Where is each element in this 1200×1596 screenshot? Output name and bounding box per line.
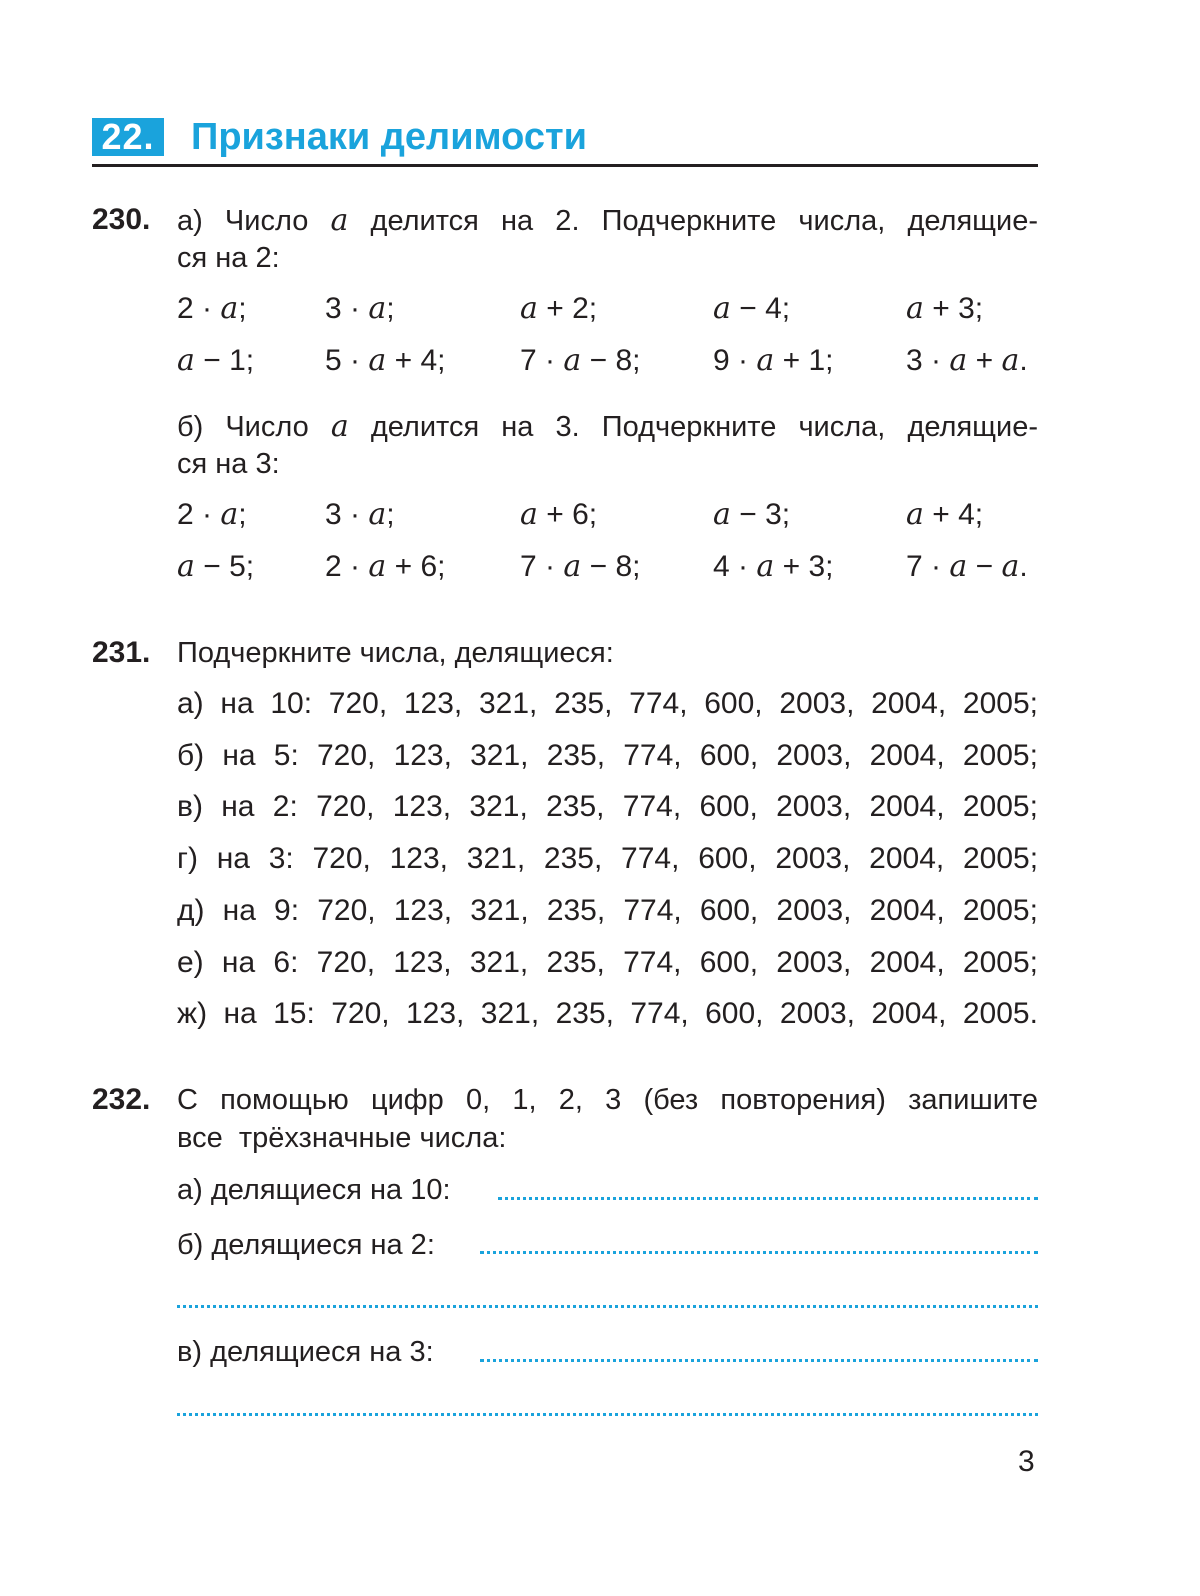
number-item[interactable]: 600, bbox=[705, 997, 764, 1031]
expression[interactable]: 3 · a + a. bbox=[906, 343, 1028, 378]
row-label: на bbox=[216, 842, 250, 876]
number-item[interactable]: 720, bbox=[316, 790, 375, 824]
answer-line-a[interactable] bbox=[498, 1197, 1038, 1200]
variable-a: a bbox=[520, 497, 538, 532]
number-item[interactable]: 2004, bbox=[869, 842, 945, 876]
expression[interactable]: 2 · a + 6; bbox=[325, 549, 446, 584]
row-label: 2: bbox=[272, 790, 298, 824]
row-label: е) bbox=[177, 945, 204, 979]
number-item[interactable]: 2005; bbox=[962, 945, 1038, 979]
number-item[interactable]: 235, bbox=[554, 687, 613, 720]
variable-a: a bbox=[220, 497, 239, 532]
expression[interactable]: 2 · a; bbox=[177, 497, 247, 532]
expression[interactable]: a − 5; bbox=[177, 549, 255, 584]
number-item[interactable]: 720, bbox=[317, 893, 376, 927]
task-230a-line1: а) Число a делится на 2. Подчеркните числа, делящие- bbox=[177, 203, 1038, 238]
number-item[interactable]: 600, bbox=[699, 893, 759, 927]
task-232a-label: а) делящиеся на 10: bbox=[177, 1174, 451, 1206]
number-row bbox=[177, 736, 1038, 776]
number-item[interactable]: 235, bbox=[543, 842, 603, 876]
answer-line-b-extra[interactable] bbox=[177, 1305, 1038, 1308]
expression[interactable]: 5 · a + 4; bbox=[325, 343, 446, 378]
row-label: на bbox=[223, 997, 257, 1031]
task-232-number: 232. bbox=[92, 1083, 151, 1116]
expression-row bbox=[177, 341, 1038, 381]
number-item[interactable]: 321, bbox=[466, 842, 526, 876]
header-rule bbox=[92, 164, 1038, 167]
row-label: на bbox=[222, 738, 256, 772]
number-row bbox=[177, 684, 1038, 724]
task-232-line1: С помощью цифр 0, 1, 2, 3 (без повторения) запишите bbox=[177, 1084, 1038, 1116]
variable-a: a bbox=[1001, 343, 1020, 378]
number-item[interactable]: 774, bbox=[623, 738, 682, 772]
expression[interactable]: 4 · a + 3; bbox=[713, 549, 834, 584]
number-item[interactable]: 123, bbox=[393, 945, 452, 979]
number-item[interactable]: 235, bbox=[546, 738, 606, 772]
number-item[interactable]: 774, bbox=[630, 997, 689, 1031]
row-label: а) bbox=[177, 687, 204, 720]
variable-a: a bbox=[563, 549, 582, 584]
number-item[interactable]: 235, bbox=[546, 790, 605, 824]
number-item[interactable]: 720, bbox=[316, 945, 376, 979]
number-item[interactable]: 2004, bbox=[869, 738, 945, 772]
variable-a: a bbox=[713, 291, 731, 326]
number-item[interactable]: 321, bbox=[470, 738, 529, 772]
variable-a: a bbox=[756, 549, 775, 584]
number-item[interactable]: 2004, bbox=[869, 893, 945, 927]
expression[interactable]: a + 6; bbox=[520, 497, 598, 532]
number-item[interactable]: 123, bbox=[392, 790, 452, 824]
expression[interactable]: 2 · a; bbox=[177, 291, 247, 326]
variable-a: a bbox=[520, 291, 538, 326]
number-item[interactable]: 2005; bbox=[962, 842, 1039, 876]
number-item[interactable]: 600, bbox=[698, 842, 757, 876]
number-item[interactable]: 2003, bbox=[776, 738, 852, 772]
number-item[interactable]: 2005. bbox=[962, 997, 1038, 1031]
expression[interactable]: 3 · a; bbox=[325, 291, 395, 326]
number-item[interactable]: 720, bbox=[312, 842, 371, 876]
expression[interactable]: a + 2; bbox=[520, 291, 598, 326]
number-item[interactable]: 2004, bbox=[871, 687, 947, 720]
number-item[interactable]: 2003, bbox=[776, 893, 852, 927]
variable-a: a bbox=[713, 497, 731, 532]
variable-a: a bbox=[368, 343, 387, 378]
number-row bbox=[177, 787, 1038, 827]
number-item[interactable]: 2003, bbox=[776, 945, 852, 979]
number-item[interactable]: 600, bbox=[704, 687, 763, 720]
number-item[interactable]: 720, bbox=[328, 687, 388, 720]
number-item[interactable]: 123, bbox=[406, 997, 465, 1031]
number-item[interactable]: 123, bbox=[393, 893, 453, 927]
number-item[interactable]: 774, bbox=[623, 893, 682, 927]
variable-a: a bbox=[1001, 549, 1020, 584]
expression[interactable]: 9 · a + 1; bbox=[713, 343, 834, 378]
number-item[interactable]: 774, bbox=[629, 687, 688, 720]
expression-row bbox=[177, 547, 1038, 587]
expression[interactable]: a − 1; bbox=[177, 343, 255, 378]
number-item[interactable]: 720, bbox=[331, 997, 390, 1031]
number-item[interactable]: 123, bbox=[393, 738, 452, 772]
variable-a: a bbox=[949, 549, 968, 584]
task-230b-line2: ся на 3: bbox=[177, 448, 280, 480]
number-item[interactable]: 2003, bbox=[776, 790, 852, 824]
variable-a: a bbox=[177, 343, 195, 378]
number-item[interactable]: 235, bbox=[555, 997, 614, 1031]
row-label: 3: bbox=[268, 842, 294, 876]
expression[interactable]: 7 · a − a. bbox=[906, 549, 1028, 584]
variable-a: a bbox=[177, 549, 195, 584]
number-row bbox=[177, 943, 1038, 983]
number-item[interactable]: 321, bbox=[469, 790, 528, 824]
variable-a: a bbox=[330, 409, 349, 444]
section-title: Признаки делимости bbox=[191, 116, 587, 158]
row-label: на bbox=[221, 945, 256, 979]
variable-a: a bbox=[368, 549, 387, 584]
expression[interactable]: a + 4; bbox=[906, 497, 984, 532]
row-label: 5: bbox=[273, 738, 299, 772]
number-item[interactable]: 2004, bbox=[871, 997, 947, 1031]
row-label: д) bbox=[177, 893, 205, 927]
row-label: на bbox=[222, 893, 256, 927]
number-item[interactable]: 235, bbox=[546, 893, 606, 927]
variable-a: a bbox=[756, 343, 775, 378]
number-row bbox=[177, 994, 1038, 1034]
expression[interactable]: a + 3; bbox=[906, 291, 984, 326]
number-item[interactable]: 235, bbox=[546, 945, 605, 979]
number-row bbox=[177, 891, 1038, 931]
row-label: 15: bbox=[273, 997, 315, 1031]
row-label: на bbox=[221, 790, 255, 824]
row-label: 9: bbox=[274, 893, 300, 927]
number-item[interactable]: 321, bbox=[478, 687, 538, 720]
row-label: на bbox=[220, 687, 254, 720]
number-item[interactable]: 321, bbox=[470, 893, 529, 927]
expression-row bbox=[177, 289, 1038, 329]
task-230-number: 230. bbox=[92, 203, 151, 236]
row-label: в) bbox=[177, 790, 203, 824]
row-label: 6: bbox=[273, 945, 299, 979]
row-label: ж) bbox=[177, 997, 208, 1031]
number-item[interactable]: 600, bbox=[699, 945, 759, 979]
task-231-number: 231. bbox=[92, 636, 151, 669]
task-230b-line1: б) Число a делится на 3. Подчеркните числа, делящие- bbox=[177, 409, 1038, 444]
expression[interactable]: 7 · a − 8; bbox=[520, 343, 641, 378]
number-row bbox=[177, 839, 1038, 879]
row-label: 10: bbox=[270, 687, 313, 720]
number-item[interactable]: 600, bbox=[699, 790, 758, 824]
task-232-line2: все трёхзначные числа: bbox=[177, 1122, 507, 1154]
number-item[interactable]: 123, bbox=[389, 842, 449, 876]
number-item[interactable]: 321, bbox=[480, 997, 540, 1031]
number-item[interactable]: 2003, bbox=[775, 842, 851, 876]
number-item[interactable]: 2004, bbox=[869, 945, 945, 979]
expression[interactable]: a − 3; bbox=[713, 497, 791, 532]
expression[interactable]: 3 · a; bbox=[325, 497, 395, 532]
number-item[interactable]: 2004, bbox=[869, 790, 945, 824]
answer-line-c-extra[interactable] bbox=[177, 1413, 1038, 1416]
variable-a: a bbox=[949, 343, 968, 378]
variable-a: a bbox=[220, 291, 239, 326]
variable-a: a bbox=[368, 497, 387, 532]
task-232c-label: в) делящиеся на 3: bbox=[177, 1336, 434, 1368]
page-number: 3 bbox=[1018, 1445, 1035, 1478]
number-item[interactable]: 2005; bbox=[962, 738, 1038, 772]
expression[interactable]: 7 · a − 8; bbox=[520, 549, 641, 584]
variable-a: a bbox=[906, 291, 924, 326]
row-label: б) bbox=[177, 738, 205, 772]
answer-line-b[interactable] bbox=[480, 1251, 1038, 1254]
number-item[interactable]: 2005; bbox=[962, 790, 1038, 824]
number-item[interactable]: 321, bbox=[469, 945, 529, 979]
variable-a: a bbox=[368, 291, 387, 326]
number-item[interactable]: 774, bbox=[621, 842, 680, 876]
number-item[interactable]: 2003, bbox=[779, 997, 855, 1031]
variable-a: a bbox=[330, 203, 349, 238]
number-item[interactable]: 774, bbox=[622, 790, 682, 824]
variable-a: a bbox=[906, 497, 924, 532]
section-number-badge: 22. bbox=[92, 118, 164, 156]
number-item[interactable]: 600, bbox=[699, 738, 759, 772]
number-item[interactable]: 2005; bbox=[962, 687, 1038, 720]
number-item[interactable]: 2003, bbox=[779, 687, 855, 720]
number-item[interactable]: 774, bbox=[623, 945, 682, 979]
row-label: г) bbox=[177, 842, 198, 876]
task-230a-line2: ся на 2: bbox=[177, 242, 280, 274]
expression[interactable]: a − 4; bbox=[713, 291, 791, 326]
variable-a: a bbox=[563, 343, 582, 378]
number-item[interactable]: 2005; bbox=[962, 893, 1038, 927]
answer-line-c[interactable] bbox=[480, 1359, 1038, 1362]
expression-row bbox=[177, 495, 1038, 535]
task-232b-label: б) делящиеся на 2: bbox=[177, 1229, 435, 1261]
task-231-intro: Подчеркните числа, делящиеся: bbox=[177, 637, 614, 669]
number-item[interactable]: 123, bbox=[403, 687, 463, 720]
number-item[interactable]: 720, bbox=[317, 738, 376, 772]
